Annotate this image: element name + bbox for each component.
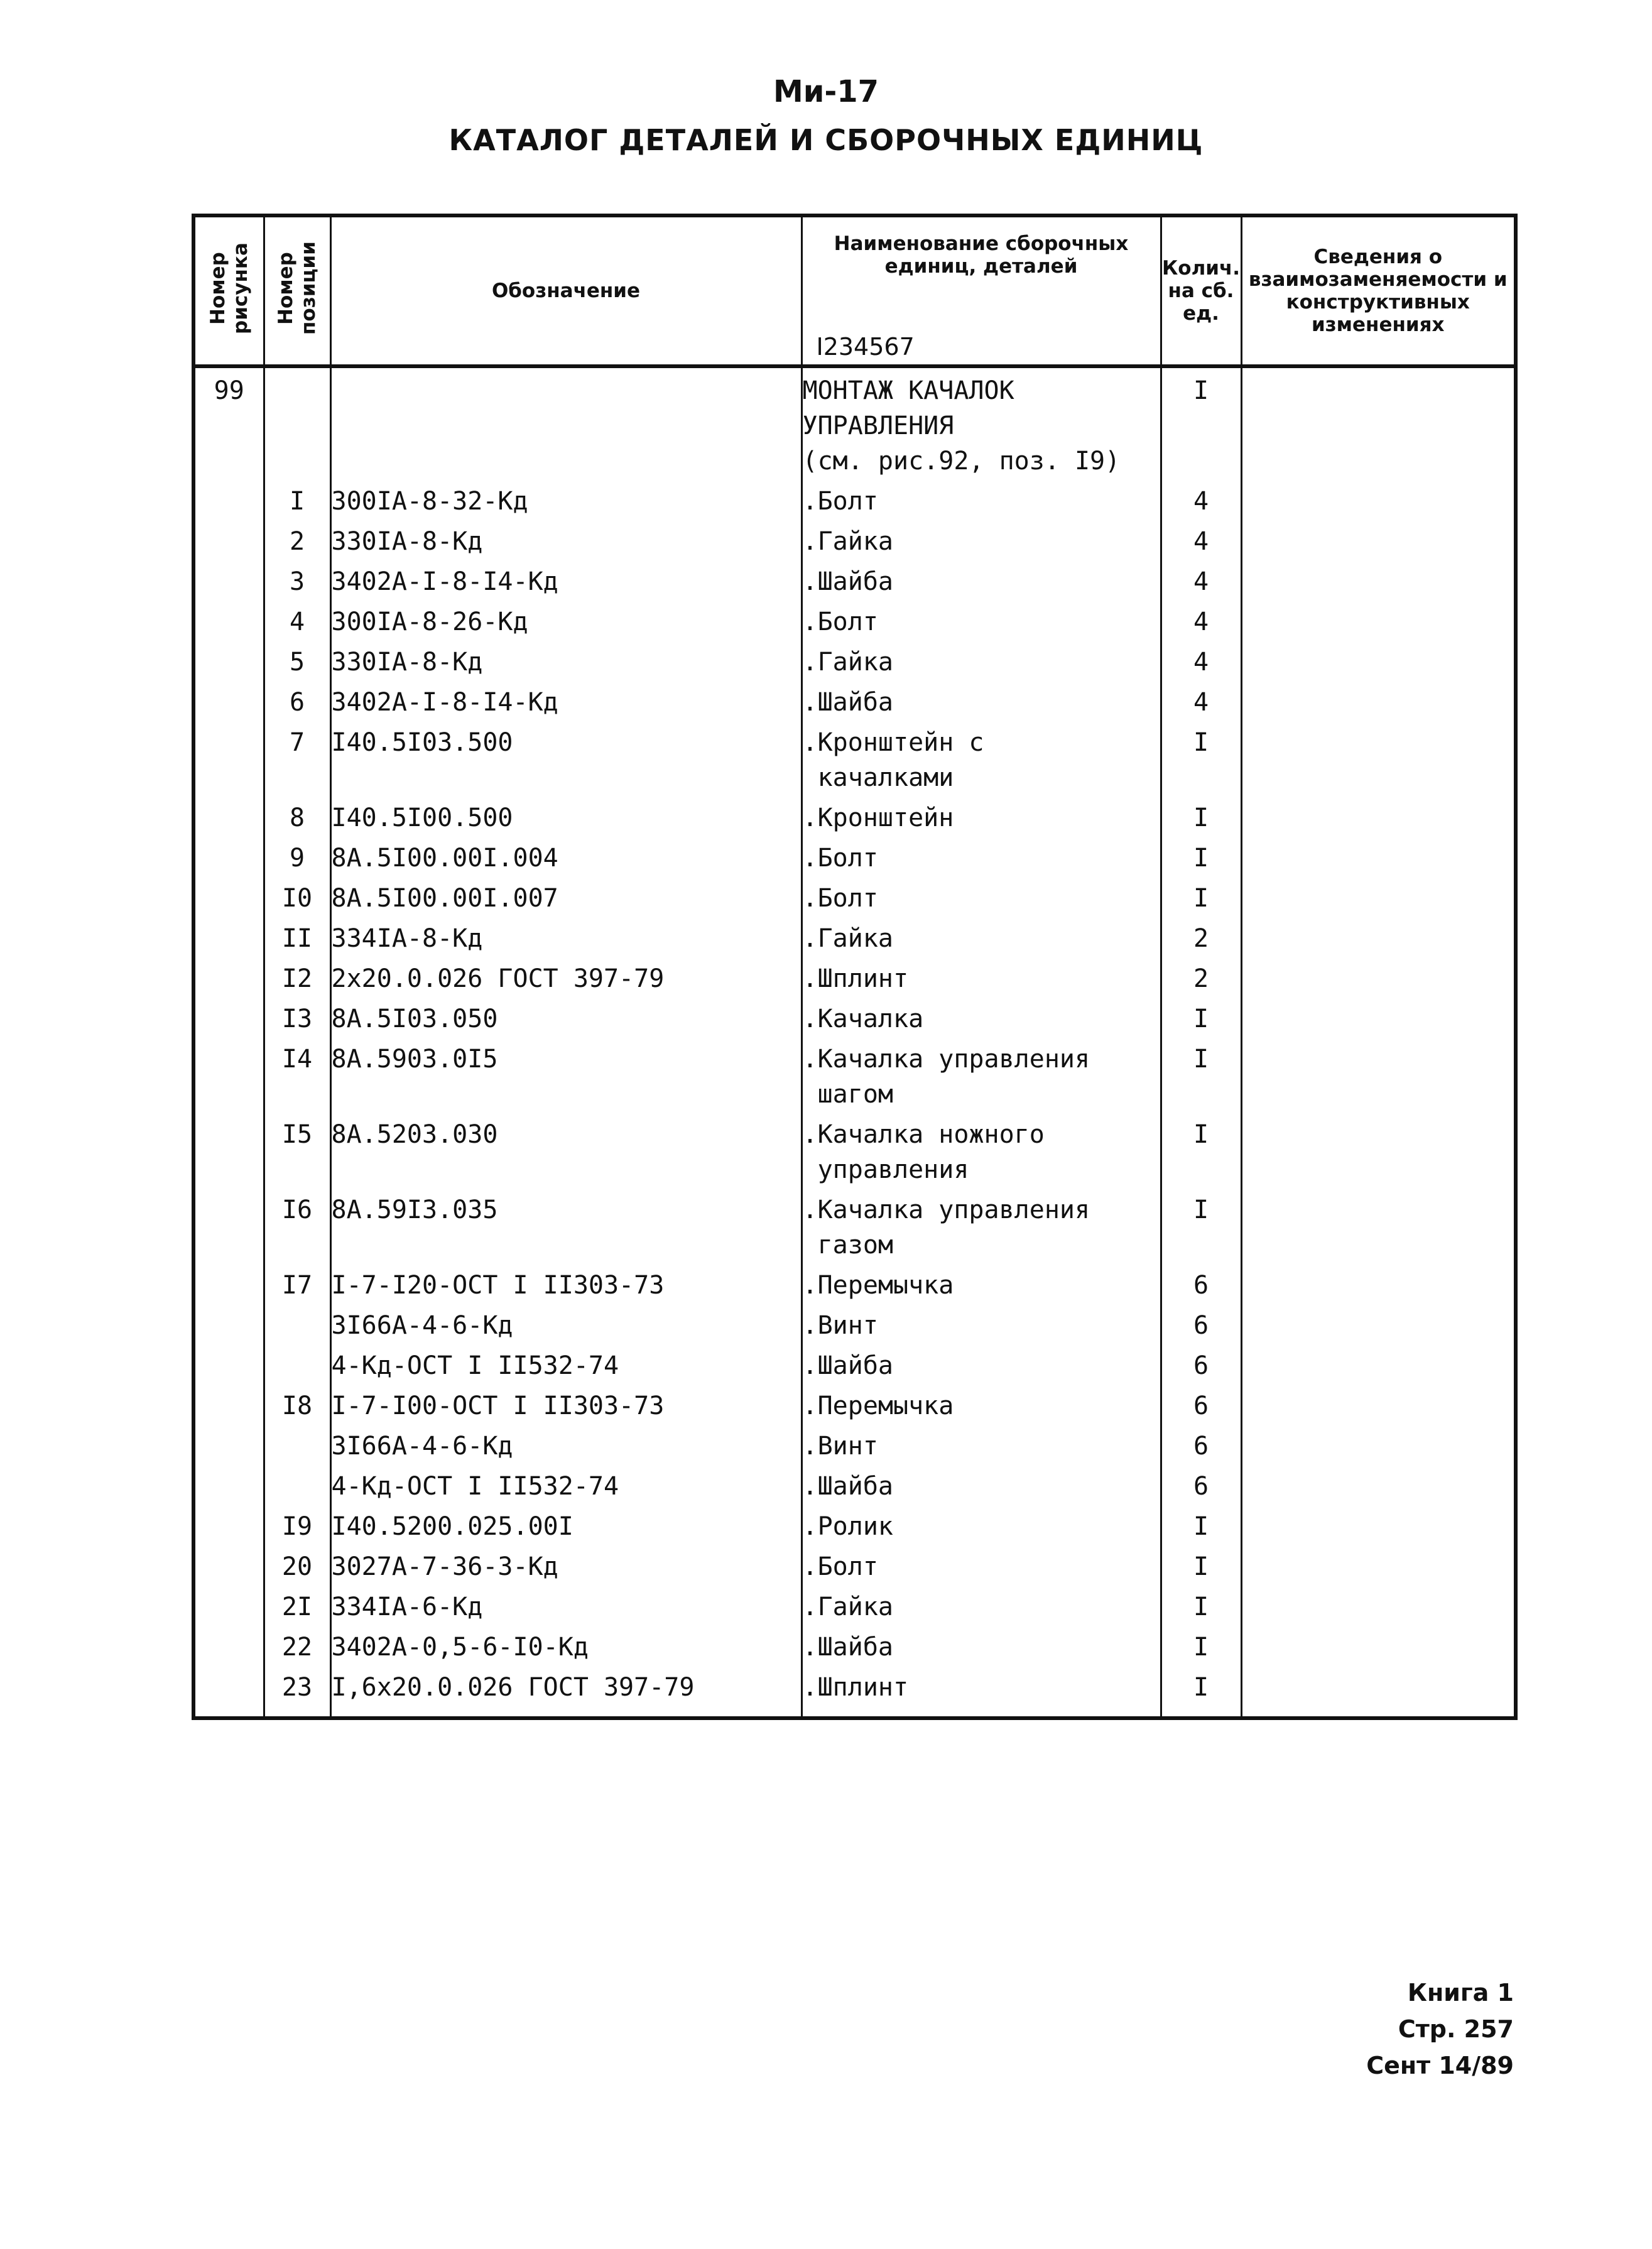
designation-cell: 3402A-I-8-I4-Кд (330, 680, 802, 720)
interchangeability-cell (1241, 795, 1516, 836)
parts-catalog-table (192, 214, 1518, 1720)
table-row (193, 956, 1516, 996)
part-name-cell: .Качалка управления газом (802, 1187, 1161, 1263)
quantity-cell: 4 (1161, 479, 1241, 519)
part-name-cell: .Винт (802, 1303, 1161, 1343)
quantity-cell: I (1161, 996, 1241, 1037)
position-number-cell: 4 (264, 599, 330, 640)
part-name-cell: .Гайка (802, 640, 1161, 680)
figure-number-cell (193, 1464, 264, 1504)
interchangeability-cell (1241, 1665, 1516, 1718)
figure-number-cell (193, 956, 264, 996)
part-name-cell: .Кронштейн с качалками (802, 720, 1161, 795)
interchangeability-cell (1241, 996, 1516, 1037)
designation-cell: 2x20.0.026 ГОСТ 397-79 (330, 956, 802, 996)
footer-page: Стр. 257 (1398, 2015, 1514, 2043)
header-name-code: I234567 (816, 333, 915, 361)
header-name-label: Наименование сборочных единиц, деталей (834, 232, 1129, 278)
part-name-cell: .Болт (802, 599, 1161, 640)
figure-number-cell (193, 1584, 264, 1625)
figure-number-cell (193, 1112, 264, 1187)
part-name-cell: .Качалка ножного управления (802, 1112, 1161, 1187)
designation-cell: 8A.5203.030 (330, 1112, 802, 1187)
header-figure-number: Номер рисунка (193, 215, 264, 366)
designation-cell: I-7-I00-ОСТ I II303-73 (330, 1383, 802, 1424)
figure-number-cell (193, 1187, 264, 1263)
quantity-cell: 4 (1161, 559, 1241, 599)
part-name-cell: МОНТАЖ КАЧАЛОК УПРАВЛЕНИЯ (см. рис.92, поз. I9) (802, 366, 1161, 479)
position-number-cell: 22 (264, 1625, 330, 1665)
table-row (193, 1037, 1516, 1112)
interchangeability-cell (1241, 876, 1516, 916)
position-number-cell: I3 (264, 996, 330, 1037)
position-number-cell: 2I (264, 1584, 330, 1625)
part-name-cell: .Шайба (802, 680, 1161, 720)
figure-number-cell (193, 916, 264, 956)
part-name-cell: .Качалка управления шагом (802, 1037, 1161, 1112)
part-name-cell: .Болт (802, 479, 1161, 519)
quantity-cell: I (1161, 836, 1241, 876)
table-row (193, 836, 1516, 876)
figure-number-cell (193, 1625, 264, 1665)
table-row (193, 366, 1516, 479)
part-name-cell: .Шплинт (802, 956, 1161, 996)
part-name-cell: .Шайба (802, 1625, 1161, 1665)
interchangeability-cell (1241, 1584, 1516, 1625)
interchangeability-cell (1241, 1112, 1516, 1187)
interchangeability-cell (1241, 519, 1516, 559)
interchangeability-cell (1241, 559, 1516, 599)
designation-cell: 8A.5903.0I5 (330, 1037, 802, 1112)
designation-cell: 3I66A-4-6-Кд (330, 1424, 802, 1464)
figure-number-cell (193, 479, 264, 519)
designation-cell: I,6x20.0.026 ГОСТ 397-79 (330, 1665, 802, 1718)
interchangeability-cell (1241, 720, 1516, 795)
quantity-cell: I (1161, 876, 1241, 916)
designation-cell (330, 366, 802, 479)
quantity-cell: 4 (1161, 680, 1241, 720)
position-number-cell: 8 (264, 795, 330, 836)
designation-cell: I40.5I03.500 (330, 720, 802, 795)
interchangeability-cell (1241, 479, 1516, 519)
table-row (193, 916, 1516, 956)
figure-number-cell: 99 (193, 366, 264, 479)
figure-number-cell (193, 996, 264, 1037)
interchangeability-cell (1241, 1383, 1516, 1424)
figure-number-cell (193, 1343, 264, 1383)
interchangeability-cell (1241, 1263, 1516, 1303)
designation-cell: 330IA-8-Кд (330, 640, 802, 680)
header-designation: Обозначение (330, 215, 802, 366)
quantity-cell: 4 (1161, 519, 1241, 559)
designation-cell: 334IA-8-Кд (330, 916, 802, 956)
position-number-cell: I8 (264, 1383, 330, 1424)
position-number-cell: I5 (264, 1112, 330, 1187)
position-number-cell: I6 (264, 1187, 330, 1263)
designation-cell: 3I66A-4-6-Кд (330, 1303, 802, 1343)
position-number-cell: I2 (264, 956, 330, 996)
figure-number-cell (193, 836, 264, 876)
designation-cell: 330IA-8-Кд (330, 519, 802, 559)
figure-number-cell (193, 519, 264, 559)
designation-cell: 8A.5I00.00I.007 (330, 876, 802, 916)
part-name-cell: .Ролик (802, 1504, 1161, 1544)
part-name-cell: .Болт (802, 1544, 1161, 1584)
designation-cell: 3402A-I-8-I4-Кд (330, 559, 802, 599)
quantity-cell: I (1161, 795, 1241, 836)
position-number-cell: 23 (264, 1665, 330, 1718)
designation-cell: 300IA-8-32-Кд (330, 479, 802, 519)
table-row (193, 1343, 1516, 1383)
header-interchangeability-info: Сведения о взаимозаменяемости и конструктивных изменениях (1241, 215, 1516, 366)
position-number-cell: I4 (264, 1037, 330, 1112)
table-row (193, 559, 1516, 599)
interchangeability-cell (1241, 1037, 1516, 1112)
footer-date: Сент 14/89 (1366, 2052, 1514, 2079)
table-row (193, 1625, 1516, 1665)
table-row (193, 1424, 1516, 1464)
table-row (193, 1383, 1516, 1424)
interchangeability-cell (1241, 916, 1516, 956)
designation-cell: 8A.5I00.00I.004 (330, 836, 802, 876)
table-row (193, 519, 1516, 559)
table-row (193, 599, 1516, 640)
position-number-cell: 20 (264, 1544, 330, 1584)
figure-number-cell (193, 1665, 264, 1718)
table-row (193, 640, 1516, 680)
position-number-cell: 2 (264, 519, 330, 559)
figure-number-cell (193, 795, 264, 836)
table-row (193, 1303, 1516, 1343)
position-number-cell (264, 1464, 330, 1504)
figure-number-cell (193, 559, 264, 599)
part-name-cell: .Шайба (802, 1464, 1161, 1504)
designation-cell: 300IA-8-26-Кд (330, 599, 802, 640)
footer-book: Книга 1 (1407, 1979, 1514, 2007)
designation-cell: 4-Кд-ОСТ I II532-74 (330, 1464, 802, 1504)
document-title: Ми-17 (773, 74, 879, 109)
interchangeability-cell (1241, 1187, 1516, 1263)
designation-cell: 3027A-7-36-3-Кд (330, 1544, 802, 1584)
position-number-cell (264, 1303, 330, 1343)
quantity-cell: I (1161, 366, 1241, 479)
interchangeability-cell (1241, 1303, 1516, 1343)
figure-number-cell (193, 876, 264, 916)
quantity-cell: I (1161, 1544, 1241, 1584)
figure-number-cell (193, 1263, 264, 1303)
part-name-cell: .Шайба (802, 559, 1161, 599)
quantity-cell: 4 (1161, 599, 1241, 640)
position-number-cell: 7 (264, 720, 330, 795)
position-number-cell: I (264, 479, 330, 519)
position-number-cell: 6 (264, 680, 330, 720)
quantity-cell: I (1161, 1584, 1241, 1625)
table-header-row (193, 215, 1516, 366)
table-row (193, 1544, 1516, 1584)
position-number-cell (264, 1424, 330, 1464)
interchangeability-cell (1241, 640, 1516, 680)
table-row (193, 680, 1516, 720)
position-number-cell: 5 (264, 640, 330, 680)
part-name-cell: .Винт (802, 1424, 1161, 1464)
interchangeability-cell (1241, 1424, 1516, 1464)
designation-cell: 8A.59I3.035 (330, 1187, 802, 1263)
table-row (193, 1112, 1516, 1187)
designation-cell: 4-Кд-ОСТ I II532-74 (330, 1343, 802, 1383)
table-row (193, 996, 1516, 1037)
quantity-cell: I (1161, 1625, 1241, 1665)
figure-number-cell (193, 1037, 264, 1112)
part-name-cell: .Гайка (802, 519, 1161, 559)
interchangeability-cell (1241, 1504, 1516, 1544)
figure-number-cell (193, 680, 264, 720)
table-row (193, 1665, 1516, 1718)
table-row (193, 876, 1516, 916)
part-name-cell: .Болт (802, 876, 1161, 916)
part-name-cell: .Болт (802, 836, 1161, 876)
designation-cell: I40.5200.025.00I (330, 1504, 802, 1544)
designation-cell: 334IA-6-Кд (330, 1584, 802, 1625)
table-row (193, 720, 1516, 795)
position-number-cell: I0 (264, 876, 330, 916)
table-row (193, 1584, 1516, 1625)
figure-number-cell (193, 1303, 264, 1343)
figure-number-cell (193, 599, 264, 640)
position-number-cell: I7 (264, 1263, 330, 1303)
quantity-cell: 6 (1161, 1383, 1241, 1424)
figure-number-cell (193, 640, 264, 680)
designation-cell: I40.5I00.500 (330, 795, 802, 836)
table-row (193, 1187, 1516, 1263)
part-name-cell: .Перемычка (802, 1263, 1161, 1303)
document-subtitle: КАТАЛОГ ДЕТАЛЕЙ И СБОРОЧНЫХ ЕДИНИЦ (448, 123, 1204, 157)
table-row (193, 1504, 1516, 1544)
header-name (802, 215, 1161, 366)
interchangeability-cell (1241, 1343, 1516, 1383)
quantity-cell: 6 (1161, 1263, 1241, 1303)
table-row (193, 479, 1516, 519)
designation-cell: 8A.5I03.050 (330, 996, 802, 1037)
interchangeability-cell (1241, 599, 1516, 640)
figure-number-cell (193, 1544, 264, 1584)
part-name-cell: .Качалка (802, 996, 1161, 1037)
quantity-cell: 6 (1161, 1303, 1241, 1343)
header-position-number: Номер позиции (264, 215, 330, 366)
designation-cell: I-7-I20-ОСТ I II303-73 (330, 1263, 802, 1303)
position-number-cell (264, 1343, 330, 1383)
quantity-cell: 6 (1161, 1343, 1241, 1383)
part-name-cell: .Шплинт (802, 1665, 1161, 1718)
position-number-cell: II (264, 916, 330, 956)
figure-number-cell (193, 1383, 264, 1424)
interchangeability-cell (1241, 956, 1516, 996)
interchangeability-cell (1241, 680, 1516, 720)
part-name-cell: .Кронштейн (802, 795, 1161, 836)
designation-cell: 3402A-0,5-6-I0-Кд (330, 1625, 802, 1665)
figure-number-cell (193, 720, 264, 795)
figure-number-cell (193, 1424, 264, 1464)
interchangeability-cell (1241, 836, 1516, 876)
table-row (193, 1464, 1516, 1504)
part-name-cell: .Гайка (802, 916, 1161, 956)
table-row (193, 1263, 1516, 1303)
quantity-cell: I (1161, 1037, 1241, 1112)
header-quantity: Колич. на сб. ед. (1161, 215, 1241, 366)
position-number-cell: 9 (264, 836, 330, 876)
figure-number-cell (193, 1504, 264, 1544)
quantity-cell: 2 (1161, 916, 1241, 956)
interchangeability-cell (1241, 1464, 1516, 1504)
position-number-cell: I9 (264, 1504, 330, 1544)
quantity-cell: I (1161, 1187, 1241, 1263)
position-number-cell: 3 (264, 559, 330, 599)
part-name-cell: .Шайба (802, 1343, 1161, 1383)
interchangeability-cell (1241, 1544, 1516, 1584)
interchangeability-cell (1241, 366, 1516, 479)
table-row (193, 795, 1516, 836)
quantity-cell: I (1161, 720, 1241, 795)
quantity-cell: I (1161, 1112, 1241, 1187)
part-name-cell: .Перемычка (802, 1383, 1161, 1424)
quantity-cell: I (1161, 1504, 1241, 1544)
interchangeability-cell (1241, 1625, 1516, 1665)
quantity-cell: 6 (1161, 1424, 1241, 1464)
quantity-cell: I (1161, 1665, 1241, 1718)
part-name-cell: .Гайка (802, 1584, 1161, 1625)
quantity-cell: 4 (1161, 640, 1241, 680)
position-number-cell (264, 366, 330, 479)
quantity-cell: 6 (1161, 1464, 1241, 1504)
quantity-cell: 2 (1161, 956, 1241, 996)
